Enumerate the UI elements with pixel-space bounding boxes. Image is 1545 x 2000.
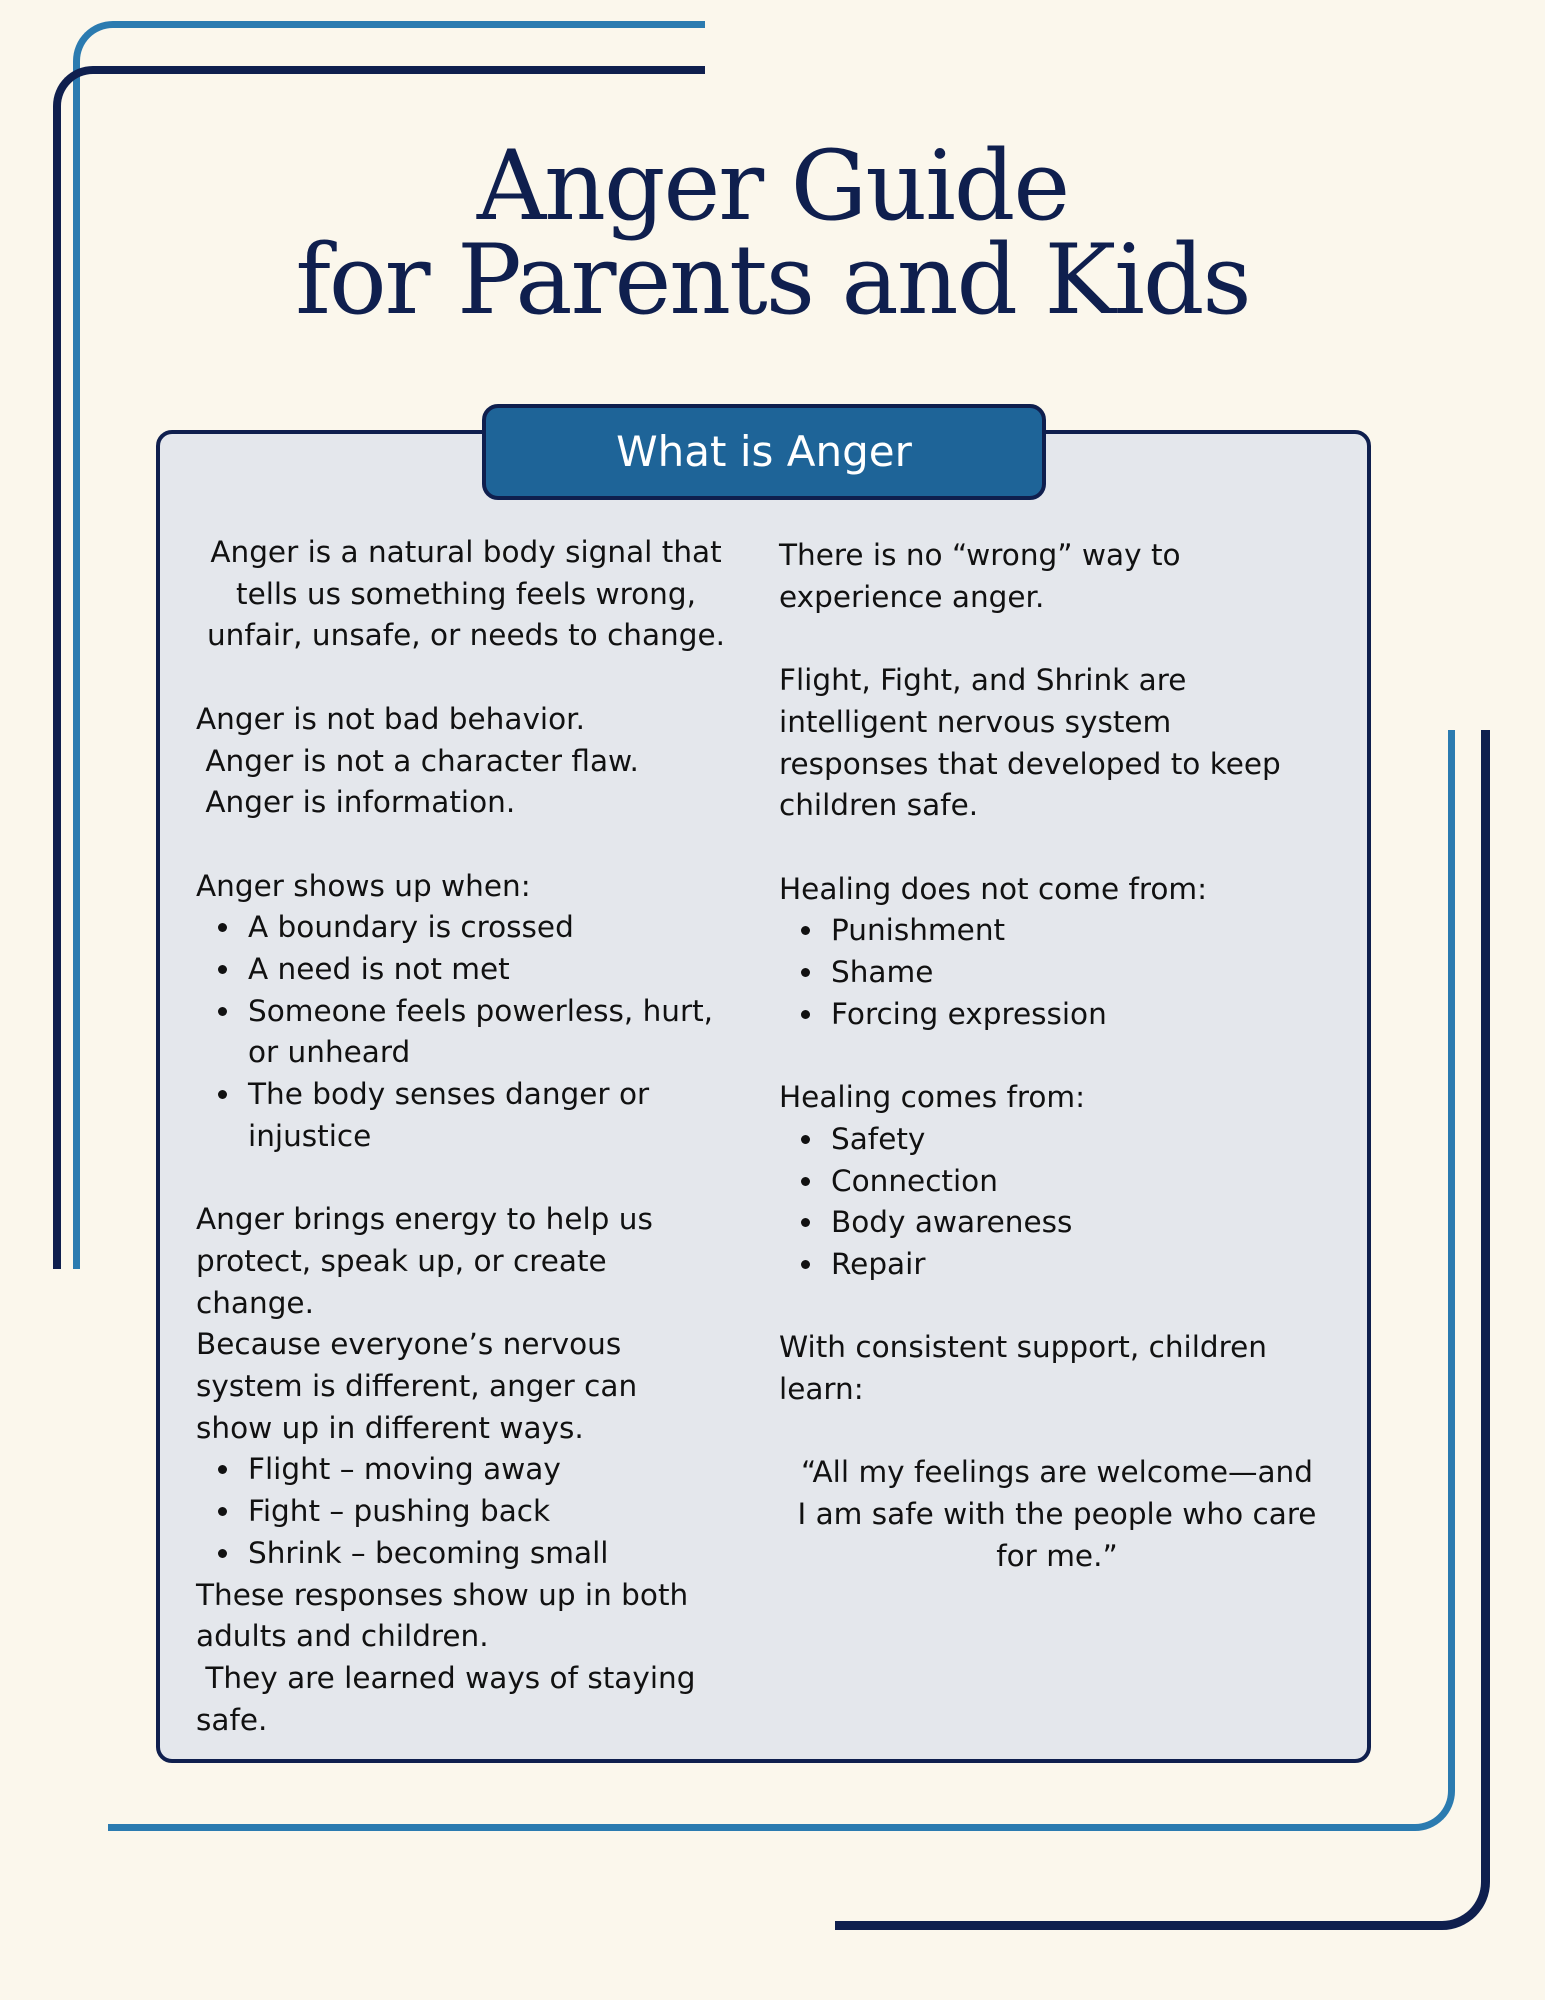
closing-line: adults and children. — [196, 1619, 489, 1654]
list-item: Someone feels powerless, hurt, or unheard — [248, 991, 736, 1074]
list-item: A boundary is crossed — [248, 907, 736, 949]
list-item: The body senses danger or injustice — [248, 1074, 736, 1157]
energy-line: protect, speak up, or create — [196, 1243, 607, 1278]
healing-list — [779, 1119, 1335, 1286]
intro-line: Anger is a natural body signal that — [210, 535, 722, 569]
quote-line: “All my feelings are welcome—and — [801, 1455, 1313, 1490]
list-item: Connection — [831, 1161, 1335, 1203]
page-title-line-1: Anger Guide — [476, 130, 1069, 242]
not-bad-paragraph — [196, 699, 736, 824]
no-wrong-line: experience anger. — [779, 579, 1045, 614]
support-line: With consistent support, children — [779, 1330, 1267, 1365]
quote-line: I am safe with the people who care — [797, 1497, 1317, 1532]
flight-fight-line: Flight, Fight, and Shrink are — [779, 663, 1187, 698]
list-item: Shrink – becoming small — [248, 1533, 736, 1575]
list-item: Shame — [831, 952, 1335, 994]
list-item: Repair — [831, 1244, 1335, 1286]
list-item: Safety — [831, 1119, 1335, 1161]
list-item: Punishment — [831, 910, 1335, 952]
list-item: A need is not met — [248, 949, 736, 991]
shows-up-section — [196, 866, 736, 1158]
intro-line: unfair, unsafe, or needs to change. — [206, 618, 726, 653]
energy-line: change. — [196, 1285, 314, 1320]
closing-line: They are learned ways of staying — [196, 1660, 696, 1695]
list-item: Forcing expression — [831, 994, 1335, 1036]
because-paragraph — [196, 1324, 736, 1574]
healing-heading: Healing comes from: — [779, 1080, 1086, 1115]
left-column — [196, 532, 736, 1741]
intro-line: tells us something feels wrong, — [236, 576, 696, 611]
right-column — [779, 535, 1335, 1578]
quote-line: for me.” — [996, 1538, 1118, 1573]
section-heading-tab: What is Anger — [482, 404, 1046, 500]
not-bad-line: Anger is not bad behavior. — [196, 701, 585, 736]
page-title-line-2: for Parents and Kids — [295, 224, 1250, 336]
flight-fight-line: responses that developed to keep — [779, 746, 1281, 781]
list-item: Flight – moving away — [248, 1449, 736, 1491]
shows-up-list — [196, 907, 736, 1157]
quote-paragraph — [779, 1452, 1335, 1577]
list-item: Body awareness — [831, 1202, 1335, 1244]
healing-not-list — [779, 910, 1335, 1035]
not-bad-line: Anger is not a character flaw. — [196, 743, 639, 778]
flight-fight-line: children safe. — [779, 788, 979, 823]
flight-fight-paragraph — [779, 660, 1335, 827]
because-line: show up in different ways. — [196, 1410, 584, 1445]
no-wrong-paragraph — [779, 535, 1335, 618]
support-line: learn: — [779, 1372, 864, 1406]
flight-fight-line: intelligent nervous system — [779, 704, 1172, 739]
because-line: system is different, anger can — [196, 1369, 638, 1404]
support-paragraph — [779, 1327, 1335, 1410]
shows-up-heading: Anger shows up when: — [196, 868, 531, 903]
energy-line: Anger brings energy to help us — [196, 1202, 653, 1237]
because-line: Because everyone’s nervous — [196, 1327, 622, 1362]
intro-paragraph — [196, 532, 736, 657]
closing-paragraph — [196, 1575, 736, 1742]
closing-line: safe. — [196, 1702, 268, 1737]
closing-line: These responses show up in both — [196, 1577, 689, 1612]
response-list — [196, 1449, 736, 1574]
healing-section — [779, 1077, 1335, 1286]
not-bad-line: Anger is information. — [196, 785, 516, 820]
list-item: Fight – pushing back — [248, 1491, 736, 1533]
healing-not-section — [779, 869, 1335, 1036]
energy-paragraph — [196, 1199, 736, 1324]
healing-not-heading: Healing does not come from: — [779, 871, 1208, 906]
no-wrong-line: There is no “wrong” way to — [779, 538, 1181, 572]
